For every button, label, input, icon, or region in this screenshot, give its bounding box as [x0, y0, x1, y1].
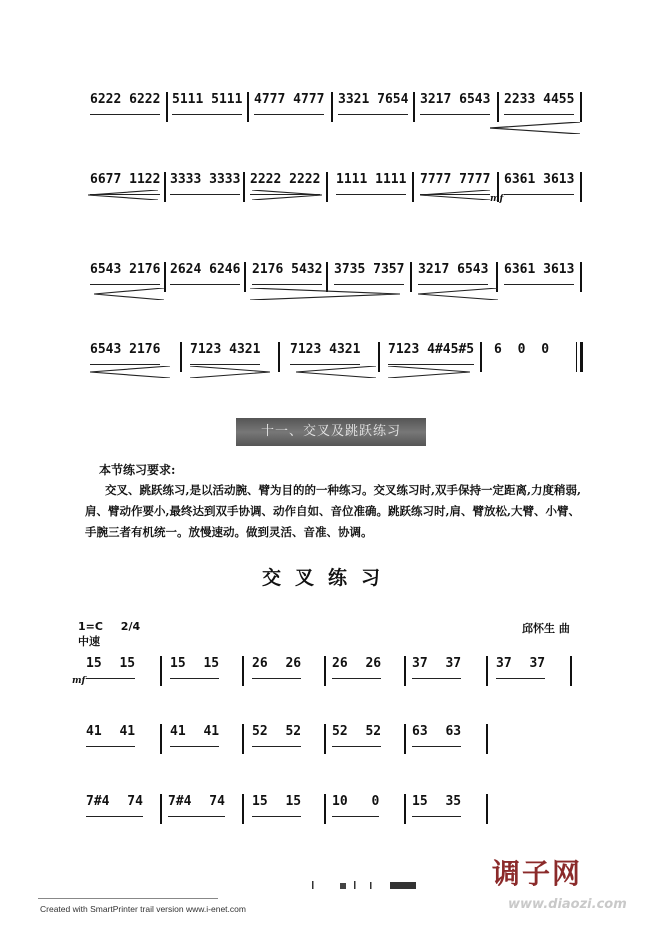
barline	[570, 656, 572, 686]
decrescendo-hairpin	[388, 366, 470, 378]
measure: 10 0	[332, 794, 379, 817]
barline	[324, 794, 326, 824]
measure: 26 26	[332, 656, 381, 679]
barline	[160, 724, 162, 754]
time-signature: 2/4	[120, 620, 141, 633]
final-barline-thick	[580, 342, 583, 372]
measure: 3217 6543	[420, 92, 490, 115]
measure: 2176 5432	[252, 262, 322, 285]
barline	[497, 92, 499, 122]
measure: 37 37	[496, 656, 545, 679]
watermark-url: www.diaozi.com	[508, 897, 627, 912]
measure: 7777 7777	[420, 172, 490, 195]
decrescendo-hairpin	[190, 366, 270, 378]
measure: 3321 7654	[338, 92, 408, 115]
crescendo-hairpin	[490, 122, 580, 134]
notation-row-6	[0, 724, 656, 768]
measure: 41 41	[86, 724, 135, 747]
barline	[404, 794, 406, 824]
barline	[242, 724, 244, 754]
measure: 63 63	[412, 724, 461, 747]
barline	[278, 342, 280, 372]
measure: 3735 7357	[334, 262, 404, 285]
barline	[580, 172, 582, 202]
barline	[486, 724, 488, 754]
measure: 2233 4455	[504, 92, 574, 115]
notation-row-5	[0, 656, 656, 700]
barline	[164, 262, 166, 292]
measure: 5111 5111	[172, 92, 242, 115]
tempo-marking: 中速	[78, 635, 100, 648]
measure: 26 26	[252, 656, 301, 679]
requirements-body: 交叉、跳跃练习,是以活动腕、臂为目的的一种练习。交叉练习时,双手保持一定距离,力度稍弱,肩、臂动作要小,最终达到双手协调、动作自如、音位准确。跳跃练习时,肩、臂放松,大臂、小臂、手腕三者有机统一。放慢速动。做到灵活、音准、协调。	[85, 483, 582, 539]
measure: 7123 4321	[290, 342, 360, 365]
barline	[326, 172, 328, 202]
footer-credit: Created with SmartPrinter trail version www.i-enet.com	[40, 904, 246, 914]
measure: 7#4 74	[168, 794, 225, 817]
measure: 3333 3333	[170, 172, 240, 195]
watermark-brand: 调子网	[492, 857, 583, 890]
requirements-title: 本节练习要求:	[99, 463, 176, 477]
barline	[480, 342, 482, 372]
crescendo-hairpin	[418, 288, 498, 300]
barline	[180, 342, 182, 372]
section-banner: 十一、交叉及跳跃练习	[236, 418, 426, 446]
measure: 6677 1122	[90, 172, 160, 195]
measure: 4777 4777	[254, 92, 324, 115]
measure: 52 52	[332, 724, 381, 747]
barline	[404, 656, 406, 686]
barline	[160, 794, 162, 824]
barline	[486, 656, 488, 686]
barline	[164, 172, 166, 202]
measure: 7123 4321	[190, 342, 260, 365]
dynamic-mark: mf	[490, 194, 504, 204]
notation-row-2	[0, 172, 656, 216]
crescendo-hairpin	[420, 190, 490, 200]
measure: 6 0 0	[494, 342, 550, 357]
measure: 41 41	[170, 724, 219, 747]
measure: 52 52	[252, 724, 301, 747]
decrescendo-hairpin	[250, 288, 400, 300]
measure: 2624 6246	[170, 262, 240, 285]
notation-row-7	[0, 794, 656, 838]
barline	[242, 656, 244, 686]
crescendo-hairpin	[296, 366, 376, 378]
measure: 6543 2176	[90, 262, 160, 285]
barline	[412, 172, 414, 202]
measure: 15 15	[170, 656, 219, 679]
barline	[413, 92, 415, 122]
final-barline-thin	[576, 342, 577, 372]
measure: 7#4 74	[86, 794, 143, 817]
barline	[242, 794, 244, 824]
barline	[324, 656, 326, 686]
barline	[580, 92, 582, 122]
measure: 3217 6543	[418, 262, 488, 285]
scan-artifact	[310, 880, 430, 890]
crescendo-hairpin	[88, 190, 158, 200]
measure: 15 15	[252, 794, 301, 817]
key: 1=C	[78, 620, 103, 633]
dynamic-mark: mf	[72, 676, 86, 686]
key-signature	[78, 620, 140, 633]
measure: 6222 6222	[90, 92, 160, 115]
measure: 6543 2176	[90, 342, 160, 365]
measure: 6361 3613	[504, 262, 574, 285]
barline	[244, 262, 246, 292]
barline	[324, 724, 326, 754]
crescendo-hairpin	[94, 288, 164, 300]
footer-divider	[38, 898, 218, 899]
barline	[410, 262, 412, 292]
measure: 1111 1111	[336, 172, 406, 195]
barline	[331, 92, 333, 122]
barline	[243, 172, 245, 202]
barline	[580, 262, 582, 292]
measure: 2222 2222	[250, 172, 320, 195]
measure: 7123 4#45#5	[388, 342, 474, 365]
measure: 37 37	[412, 656, 461, 679]
measure: 15 15	[86, 656, 135, 679]
barline	[166, 92, 168, 122]
barline	[247, 92, 249, 122]
measure: 15 35	[412, 794, 461, 817]
notation-row-4	[0, 342, 656, 386]
piece-title: 交叉练习	[261, 567, 394, 589]
decrescendo-hairpin	[252, 190, 322, 200]
notation-row-3	[0, 262, 656, 306]
notation-row-1	[0, 92, 656, 136]
barline	[160, 656, 162, 686]
barline	[486, 794, 488, 824]
composer: 邱怀生 曲	[522, 622, 570, 635]
crescendo-hairpin	[90, 366, 170, 378]
measure: 6361 3613	[504, 172, 574, 195]
barline	[378, 342, 380, 372]
barline	[404, 724, 406, 754]
